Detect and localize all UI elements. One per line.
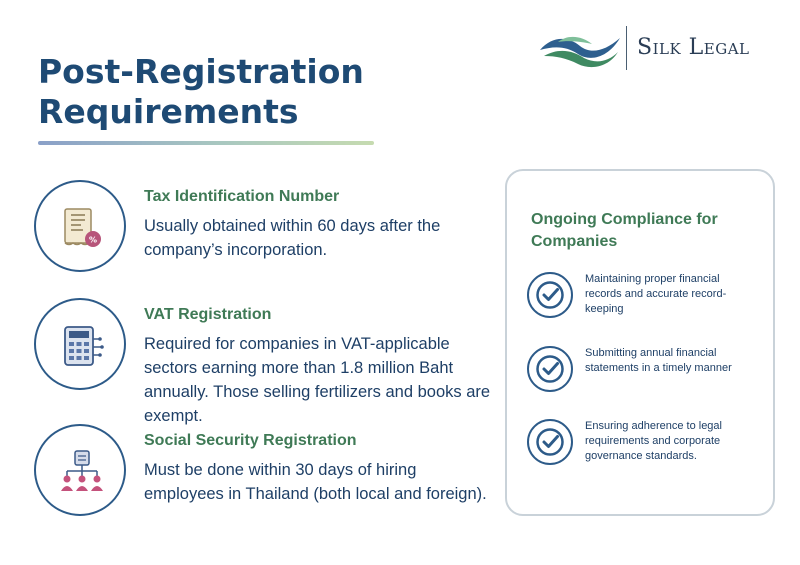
svg-text:%: % — [88, 235, 98, 245]
check-circle-icon — [527, 272, 573, 318]
requirement-description: Usually obtained within 60 days after the company’s incorporation. — [144, 217, 441, 259]
requirement-vat — [34, 298, 494, 425]
compliance-item-text: Ensuring adherence to legal requirements and corporate governance standards. — [585, 420, 722, 462]
title-underline — [38, 141, 374, 145]
silk-wave-icon — [538, 28, 622, 68]
logo-divider — [626, 26, 627, 70]
requirement-title: Tax Identification Number — [144, 188, 340, 205]
compliance-item-text: Maintaining proper financial records and accurate record-keeping — [585, 273, 727, 315]
compliance-item — [527, 272, 767, 320]
brand-name: Silk Legal — [637, 35, 750, 60]
compliance-item — [527, 346, 767, 394]
compliance-item-text: Submitting annual financial statements in a timely manner — [585, 347, 732, 374]
brand-logo — [538, 24, 778, 74]
compliance-card — [505, 169, 775, 516]
requirement-title: Social Security Registration — [144, 432, 357, 449]
check-circle-icon — [527, 419, 573, 465]
requirement-tax-id — [34, 180, 494, 280]
requirement-description: Must be done within 30 days of hiring employees in Thailand (both local and foreign). — [144, 461, 487, 503]
requirement-title: VAT Registration — [144, 306, 272, 323]
compliance-title: Ongoing Compliance for Companies — [531, 211, 718, 250]
compliance-item — [527, 419, 767, 479]
tax-document-icon — [34, 180, 126, 272]
requirement-description: Required for companies in VAT-applicable sectors earning more than 1.8 million Baht annually. Those selling fertilizers and books are exempt. — [144, 335, 491, 425]
requirement-social-security — [34, 424, 494, 524]
check-circle-icon — [527, 346, 573, 392]
page-title: Post-Registration Requirements — [38, 52, 364, 131]
calculator-icon — [34, 298, 126, 390]
employees-network-icon — [34, 424, 126, 516]
